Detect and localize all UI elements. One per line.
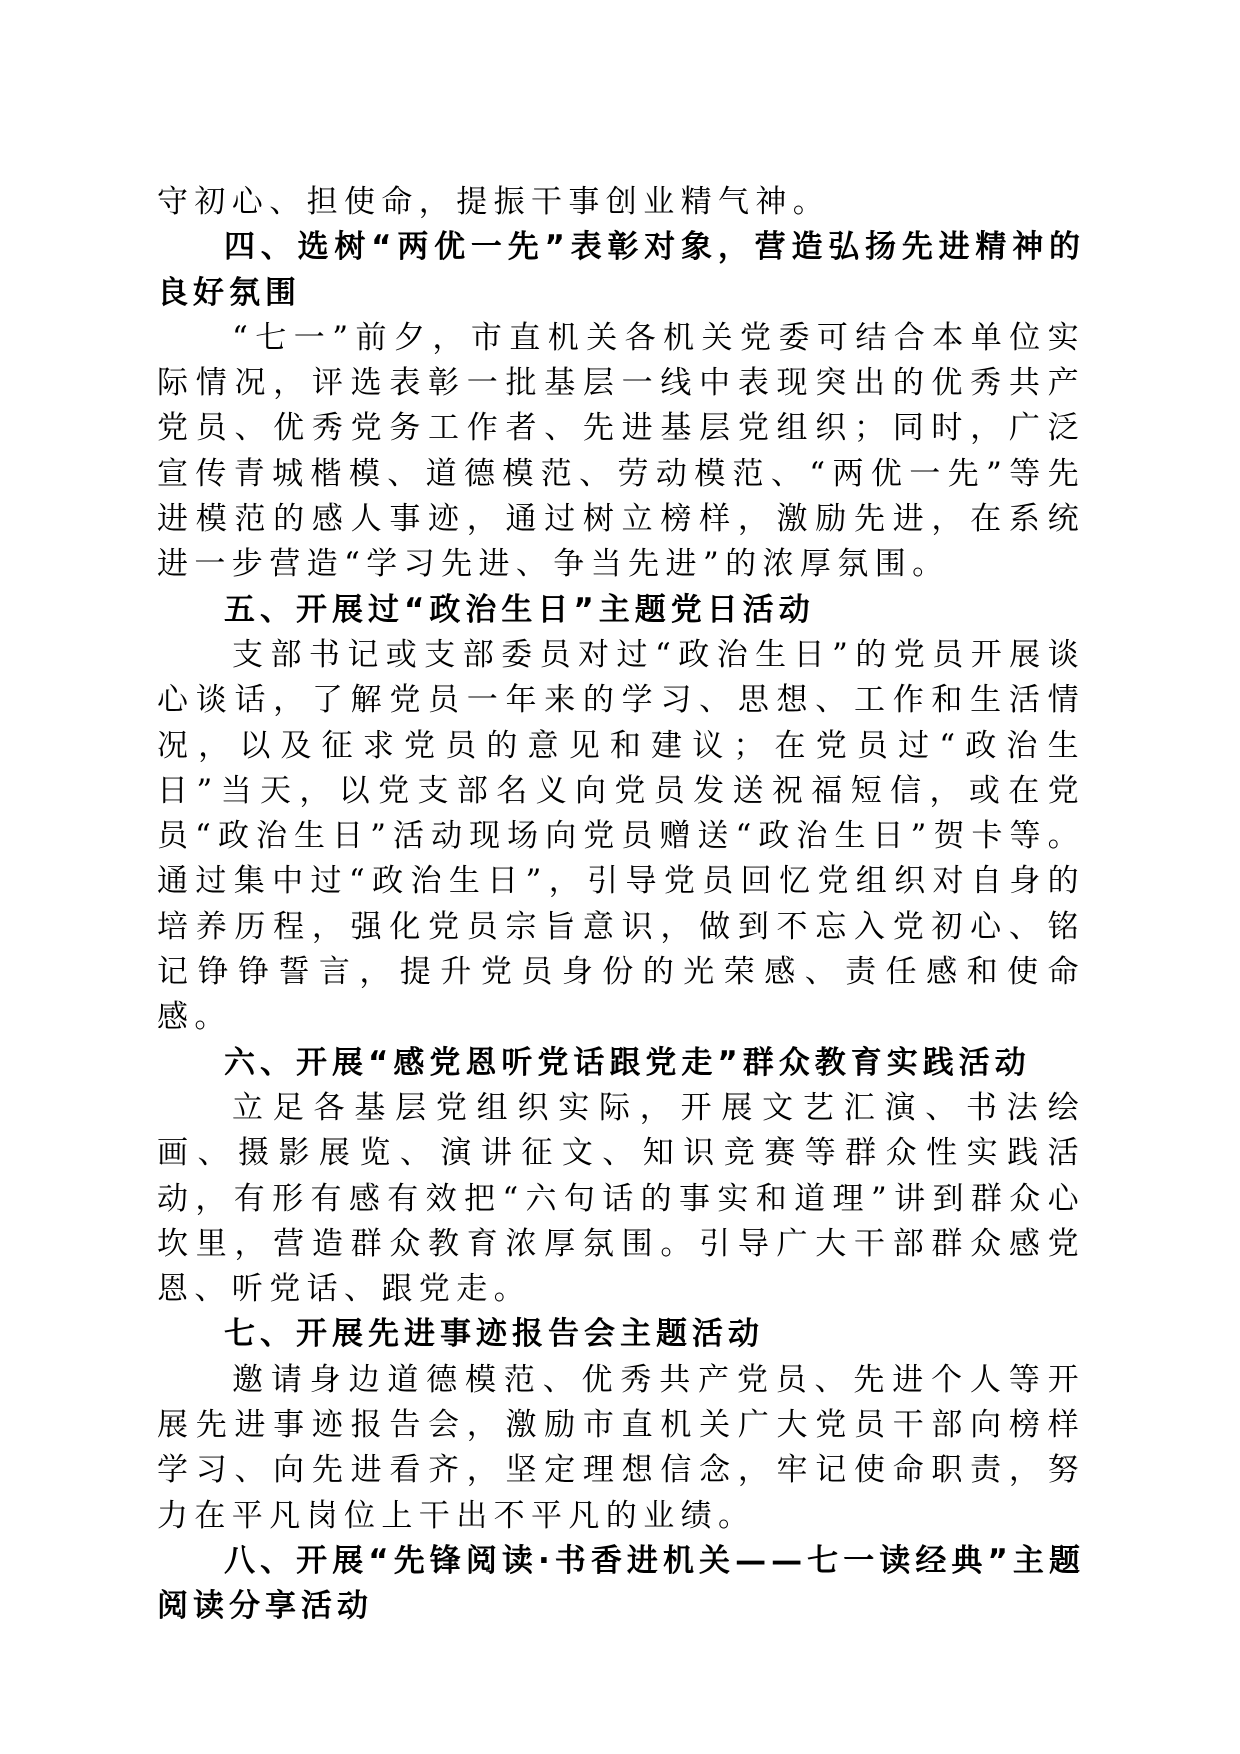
section-heading-8: 八、开展“先锋阅读·书香进机关——七一读经典”主题阅读分享活动 <box>157 1542 1085 1625</box>
section-7-body: 邀请身边道德模范、优秀共产党员、先进个人等开展先进事迹报告会，激励市直机关广大党员干部向榜样学习、向先进看齐，坚定理想信念，牢记使命职责，努力在平凡岗位上干出不平凡的业绩。 <box>157 1361 1085 1534</box>
section-heading-4: 四、选树“两优一先”表彰对象，营造弘扬先进精神的良好氛围 <box>157 229 1085 311</box>
document-page <box>157 180 1085 1630</box>
section-heading-5: 五、开展过“政治生日”主题党日活动 <box>224 591 815 628</box>
section-6-body: 立足各基层党组织实际，开展文艺汇演、书法绘画、摄影展览、演讲征文、知识竞赛等群众性实践活动，有形有感有效把“六句话的事实和道理”讲到群众心坎里，营造群众教育浓厚氛围。引导广大干部群众感党恩、听党话、跟党走。 <box>157 1089 1085 1308</box>
continued-paragraph: 守初心、担使命，提振干事创业精气神。 <box>157 184 831 220</box>
section-5-body: 支部书记或支部委员对过“政治生日”的党员开展谈心谈话，了解党员一年来的学习、思想、工作和生活情况，以及征求党员的意见和建议；在党员过“政治生日”当天，以党支部名义向党员发送祝福短信，或在党员“政治生日”活动现场向党员赠送“政治生日”贺卡等。通过集中过“政治生日”，引导党员回忆党组织对自身的培养历程，强化党员宗旨意识，做到不忘入党初心、铭记铮铮誓言，提升党员身份的光荣感、责任感和使命感。 <box>157 636 1085 1036</box>
section-heading-6: 六、开展“感党恩听党话跟党走”群众教育实践活动 <box>224 1044 1031 1081</box>
section-4-body: “七一”前夕，市直机关各机关党委可结合本单位实际情况，评选表彰一批基层一线中表现突出的优秀共产党员、优秀党务工作者、先进基层党组织；同时，广泛宣传青城楷模、道德模范、劳动模范、“两优一先”等先进模范的感人事迹，通过树立榜样，激励先进，在系统进一步营造“学习先进、争当先进”的浓厚氛围。 <box>157 319 1085 583</box>
section-heading-7: 七、开展先进事迹报告会主题活动 <box>224 1316 764 1353</box>
